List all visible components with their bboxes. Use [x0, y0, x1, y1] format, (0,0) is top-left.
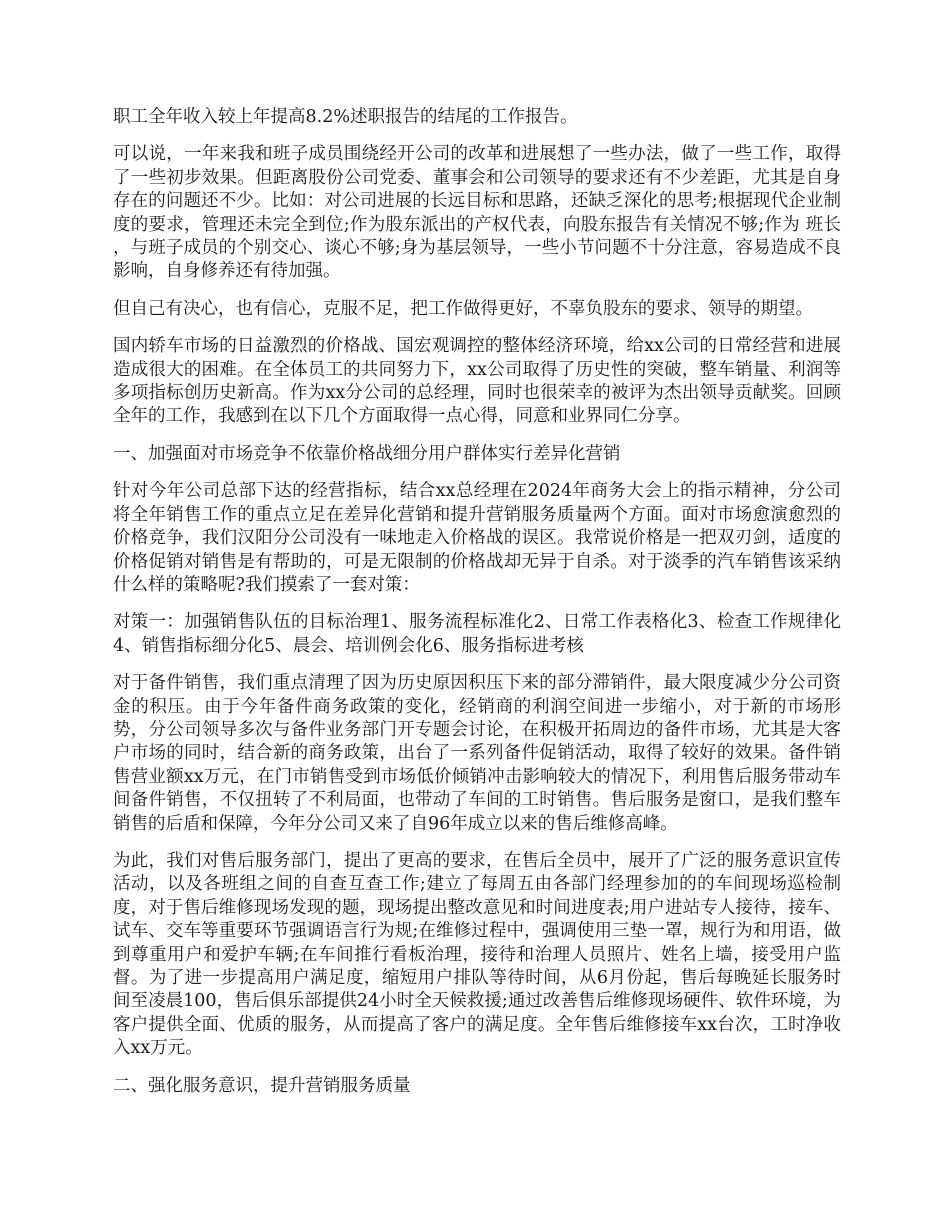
paragraph-resolution: 但自己有决心，也有信心，克服不足，把工作做得更好，不辜负股东的要求、领导的期望。 [113, 298, 813, 319]
paragraph-parts-sales: 对于备件销售，我们重点清理了因为历史原因积压下来的部分滞销件，最大限度减少分公司资金的积压。由于今年备件商务政策的变化，经销商的利润空间进一步缩小，对于新的市场形势，分公司领导多次与备件业务部门开专题会讨论，在积极开拓周边的备件市场，尤其是大客户市场的同时，结合新的商务政策，出台了一系列备件促销活动，取得了较好的效果。备件销售营业额xx万元，在门市销售受到市场低价倾销冲击影响较大的情况下，利用售后服务带动车间备件销售，不仅扭转了不利局面，也带动了车间的工时销售。售后服务是窗口，是我们整车销售的后盾和保障，今年分公司又来了自96年成立以来的售后维修高峰。 [113, 673, 841, 834]
section-heading-1: 一、加强面对市场竞争不依靠价格战细分用户群体实行差异化营销 [113, 443, 621, 464]
paragraph-self-assessment: 可以说，一年来我和班子成员围绕经开公司的改革和进展想了一些办法，做了一些工作，取得了一些初步效果。但距离股份公司党委、董事会和公司领导的要求还有不少差距，尤其是自身存在的问题还不少。比如：对公司进展的长远目标和思路，还缺乏深化的思考;根据现代企业制度的要求，管理还未完全到位;作为股东派出的产权代表，向股东报告有关情况不够;作为 班长 ，与班子成员的个别交心、谈心不够;身为基层领导，一些小节问题不十分注意，容易造成不良影响，自身修养还有待加强。 [113, 144, 841, 282]
paragraph-market-overview: 国内轿车市场的日益激烈的价格战、国宏观调控的整体经济环境，给xx公司的日常经营和进展造成很大的困难。在全体员工的共同努力下，xx公司取得了历史性的突破，整车销量、利润等多项指标创历史新高。作为xx分公司的总经理，同时也很荣幸的被评为杰出领导贡献奖。回顾全年的工作，我感到在以下几个方面取得一点心得，同意和业界同仁分享。 [113, 336, 841, 427]
document-body [113, 106, 841, 1112]
paragraph-sales-strategy: 针对今年公司总部下达的经营指标，结合xx总经理在2024年商务大会上的指示精神，分公司将全年销售工作的重点立足在差异化营销和提升营销服务质量两个方面。面对市场愈演愈烈的价格竞争，我们汉阳分公司没有一味地走入价格战的误区。我常说价格是一把双刃剑，适度的价格促销对销售是有帮助的，可是无限制的价格战却无异于自杀。对于淡季的汽车销售该采纳什么样的策略呢?我们摸索了一套对策： [113, 481, 841, 595]
paragraph-after-sales-service: 为此，我们对售后服务部门，提出了更高的要求，在售后全员中，展开了广泛的服务意识宣传活动，以及各班组之间的自查互查工作;建立了每周五由各部门经理参加的的车间现场巡检制度，对于售后维修现场发现的题，现场提出整改意见和时间进度表;用户进站专人接待，接车、试车、交车等重要环节强调语言行为规;在维修过程中，强调使用三垫一罩，规行为和用语，做到尊重用户和爱护车辆;在车间推行看板治理，接待和治理人员照片、姓名上墙，接受用户监督。为了进一步提高用户满足度，缩短用户排队等待时间，从6月份起，售后每晚延长服务时间至凌晨100，售后俱乐部提供24小时全天候救援;通过改善售后维修现场硬件、软件环境，为客户提供全面、优质的服务，从而提高了客户的满足度。全年售后维修接车xx台次，工时净收入xx万元。 [113, 850, 841, 1059]
paragraph-countermeasure-one: 对策一：加强销售队伍的目标治理1、服务流程标准化2、日常工作表格化3、检查工作规律化4、销售指标细分化5、晨会、培训例会化6、服务指标进考核 [113, 612, 841, 656]
paragraph-intro-line: 职工全年收入较上年提高8.2%述职报告的结尾的工作报告。 [113, 107, 578, 127]
section-heading-2: 二、强化服务意识，提升营销服务质量 [113, 1075, 411, 1096]
